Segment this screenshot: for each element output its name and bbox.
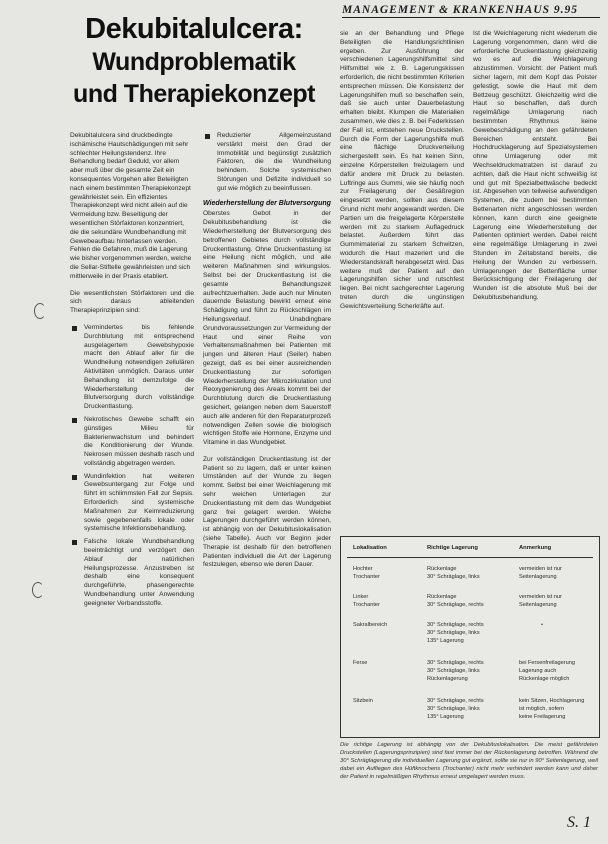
bullet-list-2 <box>203 132 331 194</box>
punch-hole-lower <box>32 582 44 598</box>
column-4 <box>473 30 597 530</box>
table-header-lagerung: Richtige Lagerung <box>427 545 478 551</box>
table-header-anmerkung: Anmerkung <box>519 545 552 551</box>
bullet-icon <box>205 134 210 139</box>
punch-hole-upper <box>34 303 46 319</box>
list-item: Nekrotisches Gewebe schafft ein günstiges Milieu für Bakterienwachstum und behindert die Konditionierung der Wunde. Nekrosen müssen deshalb rasch und vollständig abgetragen werden. <box>70 416 194 469</box>
section-heading: Wiederherstellung der Blutversorgung <box>203 199 331 207</box>
title-line-3: und Therapiekonzept <box>73 80 315 108</box>
table-caption: Die richtige Lagerung ist abhängig von der Dekubituslokalisation. Die meist gefährdeten Druckstellen (Lagerungsprinzipien) sind fast immer bei der Rückenlagerung betroffen. Während die 30° Schräglagerung die individuellen Lagerung gut ergänzt, sollte sie nur in 90° Seitenlagerung, weil dabei ein Aufliegen des Hüftknochens (Trochanter) nicht mehr verhindert werden kann und daher der Patient in regelmäßigen Rhythmus erneut umgelagert werden muss. <box>340 742 598 780</box>
bullet-icon <box>72 475 77 480</box>
table-rule <box>347 557 593 558</box>
bullet-icon <box>72 540 77 545</box>
column-2 <box>203 132 331 832</box>
bullet-icon <box>72 418 77 423</box>
article-title <box>60 12 328 110</box>
paragraph: Zur vollständigen Druckentlastung ist der Patient so zu lagern, daß er unter keinen Umständen auf der Wunde zu liegen kommt. Selbst bei einer Weichlagerung mit sehr weichen Unterlagen zur Druckentlastung mit dem das Wundgebiet ganz frei gelagert werden. Welche Lagerungen durchgeführt werden können, ist abhängig von der Dekubituslokalisation (siehe Tabelle). Auch vor Beginn jeder Therapie ist deshalb für den betroffenen Patienten individuell die Art der Lagerung festzulegen, ebenso wie deren Dauer. <box>203 455 331 569</box>
paragraph: sie an der Behandlung und Pflege Beteiligten die Handlungsrichtlinien ergeben. Zur Ausführung der verschiedenen Lagerungshilfsmittel sind Hilfsmittel wie z. B. Lagerungskissen erforderlich, die nicht bestimmten Kriterien entsprechen müssen. Die Konsistenz der Lagerungshilfen muß so beschaffen sein, daß sie auch unter Dauerbelastung erhalten bleibt. Klumpen die Materialien zusammen, wie dies z. B. bei Federkissen der Fall ist, entstehen neue Druckstellen. Durch die Form der Lagerungshilfe muß eine flächige Druckverteilung sichergestellt sein. Es hat keinen Sinn, einzelne Körperstellen freizulagern und dafür andere mit Druck zu belasten. Luftringe aus Gummi, wie sie häufig noch zur Freilagerung der Gesäßregion eingesetzt werden, sollten aus diesem Grund nicht mehr angewandt werden. Die Partien um die freigelagerte Körperstelle werden mit zu starkem Auflagedruck belastet. Außerdem führt das Gummimaterial zu starkem Schwitzen, wodurch die Haut mazeriert und die Wiederstandskraft herabgesetzt wird. Das weitere muß der Patient auf den Lagerungshilfen sicher und rutschfest liegen. Bei nicht sachgerechter Lagerung treten durch die ungünstigen Gewichtsverteilung Scherkräfte auf. <box>340 30 464 310</box>
column-1 <box>70 132 194 832</box>
lagerung-table: Lokalisation Richtige Lagerung Anmerkung Hochter Trochanter Rückenlage 30° Schräglage, links vermeiden ist nur Seitenlagerung Linker Trochanter Rückenlage 30° Schräglage, rechts vermeiden ist nur Seitenlagerung Sakralbereich 30° Schräglage, rechts 30° Schräglage, links 135° Lagerung • Ferse 30° Schräglage, rechts 30° Schräglage, links Rückenlagerung bei Fersenfreilagerung Lagerung auch Rückenlage möglich Sitzbein 30° Schräglage, rechts 30° Schräglage, links 135° Lagerung kein Sitzen, Hochlagerung ist möglich, sofern keine Freilagerung <box>340 536 600 738</box>
intro-paragraph-2: Die wesentlichsten Störfaktoren und die sich daraus ableitenden Therapieprinzipien sind: <box>70 289 194 315</box>
list-item: Reduzierter Allgemeinzustand verstärkt meist den Grad der Immobilität und begünstigt zusätzlich Faktoren, die die Wundheilung behindern. Solche systemischen Störungen und Defizite individuell so gut wie möglich zu beeinflussen. <box>203 132 331 194</box>
journal-header: MANAGEMENT & KRANKENHAUS 9.95 <box>342 4 600 18</box>
intro-paragraph: Dekubitalulcera sind druckbedingte ischämische Hautschädigungen mit sehr schlechter Heilungstendenz. Ihre Behandlung bedarf Geduld, vor allem aber muß über die gesamte Zeit ein konsequentes Vorgehen aller Beteiligten nach einem bestimmten Therapiekonzept gewährleistet sein. Ein effizientes Therapiekonzept wird nicht allein auf die Vermeidung bzw. Beseitigung der wesentlichen Störfaktoren konzentriert, die die sekundäre Wundbehandlung mit Gewebeaufbau hinterlassen werden. Fehlen die Gefahren, muß die Lagerung wie bisher vorgenommen werden, welche die Sellar-Stiftelle gewährleisten und sich mittlerweile in der Praxis etabliert. <box>70 132 192 280</box>
column-3 <box>340 30 464 530</box>
bullet-list-1 <box>70 324 194 609</box>
paragraph: Oberstes Gebot in der Dekubitusbehandlung ist die Wiederherstellung der Blutversorgung des betroffenen Gebietes durch vollständige Druckentlastung. Ohne Druckentlastung ist eine Heilung nicht möglich, und alle weiteren Maßnahmen sind wirkungslos. Selbst bei der Druckentlastung ist die gesamte Behandlungszeit aufrechtzuerhalten. Jede auch nur Minuten dauernde Belastung bewirkt erneut eine Schädigung und führt zu Rückschlägen im Heilungsverlauf. Unabdingbare Grundvoraussetzungen zur Vermeidung der Haut und einer Reihe von Verhaltensmaßnahmen bei Patienten mit jungen und älteren Haut (Seiler) haben gezeigt, daß es bei einer ausreichenden Druckentlastung zur sofortigen Wiederherstellung der Mikrozirkulation und Reoxygenierung des Areals kommt bei der Durchblutung durch die Druckentlastung gesichert, gelangen neben dem Sauerstoff auch alle anderen für den Reparaturprozeß notwendigen Zellen sowie die biologisch wichtigen Stoffe wie Hormone, Enzyme und Vitamine in das Wundgebiet. <box>203 210 331 447</box>
list-item: Falsche lokale Wundbehandlung beeinträchtigt und verzögert den Ablauf der natürlichen Heilungsprozesse. Anzustreben ist deshalb eine konsequent durchgeführte, phasengerechte Wundbehandlung unter Anwendung geeigneter Verbandsstoffe. <box>70 538 194 608</box>
list-item: Vermindertes bis fehlende Durchblutung mit entsprechend ausgelagertem Gewebshypoxie macht den Ablauf aller für die Wundheilung notwendigen zellulären Aktivitäten unmöglich. Daraus unter Behandlung ist demzufolge die Wiederherstellung der Blutversorgung durch vollständige Druckentlastung. <box>70 324 194 412</box>
paragraph: Ist die Weichlagerung nicht wiederum die Lagerung vorgenommen, dann wird die erforderliche Druckentlastung gleichzeitig wo es auf die Weichlagerung abzustimmen. Vorsicht: der Patient muß sicher lagern, mit dem Kopf das Polster gefestigt, sowie die Haut mit dem Bettzeug geschützt. Gleichzeitig wird die Haut so beschaffen, daß durch regelmäßige Umlagerung nach bestimmten Rhythmus keine Gewebeschädigung an den gefährdeten Bereichen entsteht. Bei Hochdrucklagerung auf Spezialsystemen ohne Umlagerung oder mit Wechseldruckmatratzen ist darauf zu achten, daß die Haut nicht schweißig ist und gut mit Spezialbettwäsche bedeckt ist. Abgesehen von teilweise aufwendigen Systemen, die zudem bei bestimmten Bettenarten nicht angeschlossen werden können, kann durch eine geeignete Lagerung eine Wiederherstellung der Patienten optimiert werden. Dabei reicht eine regelmäßige Umlagerung in zwei Stunden im Zeitabstand bereits, die Heilung der Wunden zu verbessern. Umlagerungen der Bettenfläche unter Berücksichtigung der Freilagerung der Wunden ist die absolute Muß bei der Dekubitusbehandlung. <box>473 30 597 301</box>
title-line-1: Dekubitalulcera: <box>85 13 303 45</box>
table-header-lokalisation: Lokalisation <box>353 545 387 551</box>
title-line-2: Wundproblematik <box>92 48 296 76</box>
list-item: Wundinfektion hat weiteren Gewebsuntergang zur Folge und führt im schlimmsten Fall zur Sepsis. Erforderlich sind systemische Maßnahmen zur Keimreduzierung sowie gegebenenfalls lokale oder systemische Infektionsbehandlung. <box>70 473 194 535</box>
bullet-icon <box>72 326 77 331</box>
page-number: S. 1 <box>567 814 591 831</box>
